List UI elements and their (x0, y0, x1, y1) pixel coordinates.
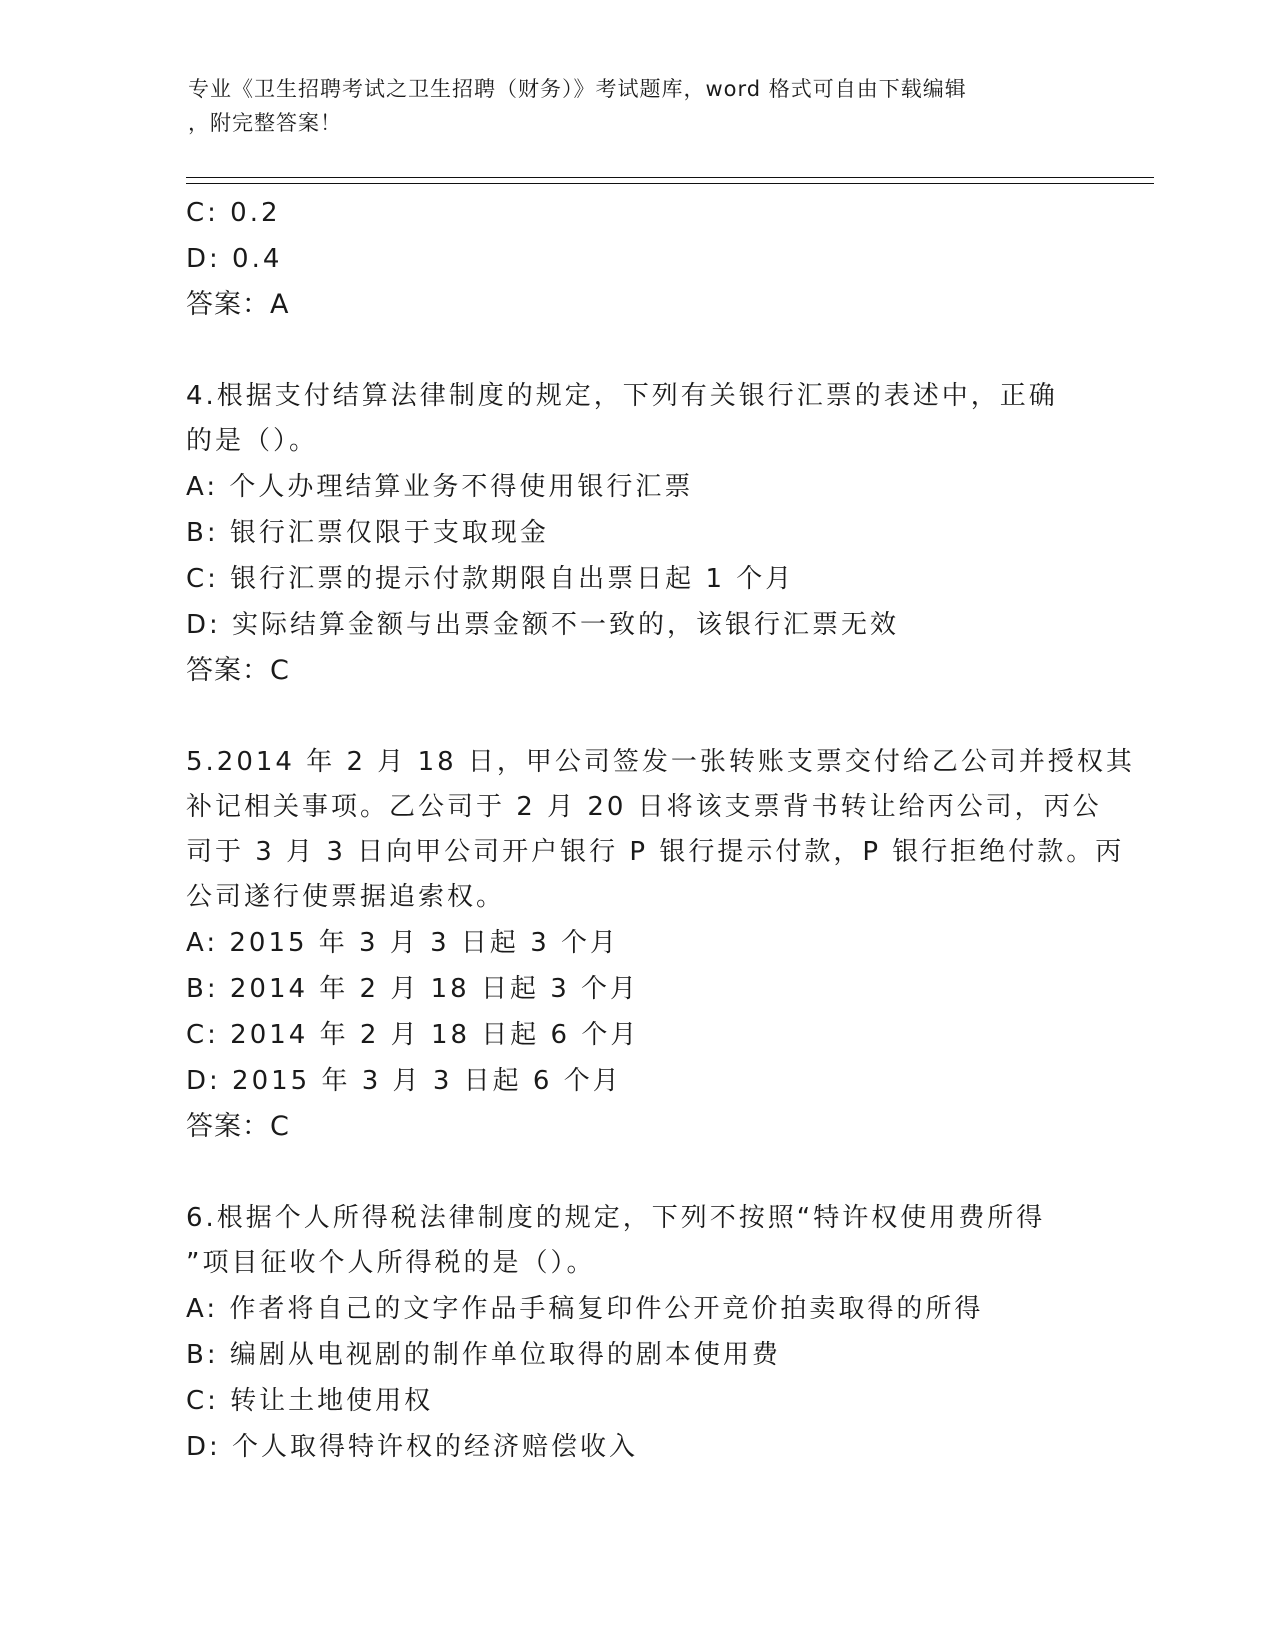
question-4 (186, 374, 1086, 694)
option-c: C: 0.2 (186, 198, 281, 228)
answer-line: 答案：C (186, 1111, 290, 1142)
option-a: A: 作者将自己的文字作品手稿复印件公开竞价拍卖取得的所得 (186, 1294, 984, 1324)
spacer (186, 694, 1086, 740)
option-c: C: 转让土地使用权 (186, 1386, 434, 1416)
spacer (186, 1150, 1086, 1196)
page-header (188, 72, 1068, 140)
question-6 (186, 1196, 1086, 1470)
option-b: B: 编剧从电视剧的制作单位取得的剧本使用费 (186, 1340, 781, 1370)
option-b: B: 银行汇票仅限于支取现金 (186, 518, 549, 548)
option-b: B: 2014 年 2 月 18 日起 3 个月 (186, 974, 640, 1004)
option-a: A: 个人办理结算业务不得使用银行汇票 (186, 472, 694, 502)
question-stem-line: 补记相关事项。乙公司于 2 月 20 日将该支票背书转让给丙公司，丙公 (186, 792, 1102, 822)
option-d: D: 2015 年 3 月 3 日起 6 个月 (186, 1066, 622, 1096)
question-stem-line: 司于 3 月 3 日向甲公司开户银行 P 银行提示付款，P 银行拒绝付款。丙 (186, 837, 1125, 867)
option-d: D: 个人取得特许权的经济赔偿收入 (186, 1432, 639, 1462)
header-divider-top (186, 177, 1154, 178)
option-c: C: 银行汇票的提示付款期限自出票日起 1 个月 (186, 564, 795, 594)
question-stem-line: 6.根据个人所得税法律制度的规定，下列不按照“特许权使用费所得 (186, 1203, 1046, 1233)
question-list (186, 190, 1135, 1470)
answer-line: 答案：C (186, 655, 290, 686)
question-stem-line: 的是（）。 (186, 426, 319, 456)
option-d: D: 0.4 (186, 244, 283, 274)
question-5 (186, 740, 1135, 1150)
spacer (186, 328, 1086, 374)
header-line-1: 专业《卫生招聘考试之卫生招聘（财务）》考试题库，word 格式可自由下载编辑 (188, 77, 967, 101)
option-c: C: 2014 年 2 月 18 日起 6 个月 (186, 1020, 640, 1050)
question-3-tail (186, 190, 1086, 328)
header-line-2: ，附完整答案！ (188, 111, 342, 135)
option-d: D: 实际结算金额与出票金额不一致的，该银行汇票无效 (186, 610, 900, 640)
question-stem-line: ”项目征收个人所得税的是（）。 (186, 1248, 596, 1278)
question-stem-line: 4.根据支付结算法律制度的规定，下列有关银行汇票的表述中，正确 (186, 381, 1058, 411)
header-divider-bottom (186, 183, 1154, 184)
option-a: A: 2015 年 3 月 3 日起 3 个月 (186, 928, 620, 958)
question-stem-line: 公司遂行使票据追索权。 (186, 882, 506, 912)
answer-line: 答案：A (186, 289, 290, 320)
question-stem-line: 5.2014 年 2 月 18 日，甲公司签发一张转账支票交付给乙公司并授权其 (186, 747, 1135, 777)
